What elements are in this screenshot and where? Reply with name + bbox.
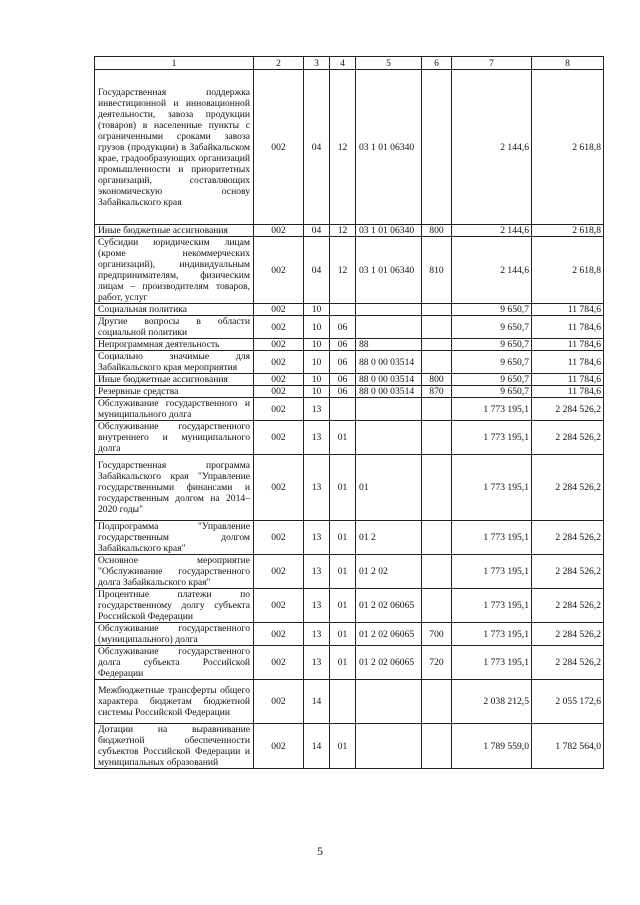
table-cell-col-8: 2 618,8 [532, 237, 604, 304]
table-row [95, 225, 604, 237]
table-row [95, 623, 604, 646]
table-cell-col-1: Обслуживание государственного внутреннего и муниципального долга [95, 421, 254, 455]
table-cell-col-4: 12 [330, 70, 356, 225]
table-cell-col-2: 002 [254, 421, 304, 455]
table-cell-col-4: 01 [330, 646, 356, 680]
table-cell-col-7: 9 650,7 [452, 351, 532, 374]
table-cell-col-6 [422, 589, 452, 623]
table-cell-col-8: 11 784,6 [532, 374, 604, 386]
table-cell-col-5 [356, 398, 422, 421]
header-col-2: 2 [254, 57, 304, 70]
table-cell-col-6 [422, 398, 452, 421]
table-row [95, 386, 604, 398]
table-cell-col-5 [356, 421, 422, 455]
table-cell-col-8: 2 284 526,2 [532, 646, 604, 680]
header-col-1: 1 [95, 57, 254, 70]
table-cell-col-2: 002 [254, 237, 304, 304]
table-cell-col-4: 01 [330, 421, 356, 455]
table-cell-col-8: 2 055 172,6 [532, 680, 604, 724]
table-cell-col-2: 002 [254, 623, 304, 646]
page-number: 5 [317, 844, 323, 858]
table-cell-col-6 [422, 555, 452, 589]
table-cell-col-1: Социальная политика [95, 304, 254, 316]
table-cell-col-5 [356, 680, 422, 724]
table-cell-col-6 [422, 304, 452, 316]
table-cell-col-5: 03 1 01 06340 [356, 225, 422, 237]
table-cell-col-6 [422, 70, 452, 225]
table-cell-col-4: 12 [330, 237, 356, 304]
table-cell-col-7: 2 144,6 [452, 70, 532, 225]
table-cell-col-2: 002 [254, 646, 304, 680]
table-cell-col-3: 13 [304, 589, 330, 623]
table-cell-col-5: 01 2 02 06065 [356, 623, 422, 646]
table-row [95, 374, 604, 386]
header-col-8: 8 [532, 57, 604, 70]
table-row [95, 339, 604, 351]
table-cell-col-3: 13 [304, 646, 330, 680]
table-cell-col-5 [356, 304, 422, 316]
table-cell-col-6 [422, 316, 452, 339]
table-cell-col-2: 002 [254, 304, 304, 316]
table-cell-col-4 [330, 398, 356, 421]
table-cell-col-3: 13 [304, 421, 330, 455]
table-cell-col-8: 2 284 526,2 [532, 521, 604, 555]
header-col-4: 4 [330, 57, 356, 70]
table-row [95, 680, 604, 724]
header-col-5: 5 [356, 57, 422, 70]
header-col-7: 7 [452, 57, 532, 70]
table-cell-col-3: 10 [304, 339, 330, 351]
table-cell-col-3: 14 [304, 680, 330, 724]
table-cell-col-1: Обслуживание государственного долга субъекта Российской Федерации [95, 646, 254, 680]
table-cell-col-8: 2 284 526,2 [532, 455, 604, 521]
table-cell-col-2: 002 [254, 339, 304, 351]
table-row [95, 398, 604, 421]
table-cell-col-1: Подпрограмма "Управление государственным долгом Забайкальского края" [95, 521, 254, 555]
table-cell-col-1: Обслуживание государственного и муниципального долга [95, 398, 254, 421]
table-cell-col-2: 002 [254, 398, 304, 421]
table-cell-col-4: 06 [330, 386, 356, 398]
table-cell-col-1: Основное мероприятие "Обслуживание государственного долга Забайкальского края" [95, 555, 254, 589]
table-row [95, 589, 604, 623]
table-cell-col-3: 13 [304, 623, 330, 646]
table-cell-col-4: 01 [330, 555, 356, 589]
table-cell-col-1: Резервные средства [95, 386, 254, 398]
table-cell-col-4: 06 [330, 374, 356, 386]
table-cell-col-6 [422, 680, 452, 724]
table-cell-col-6: 870 [422, 386, 452, 398]
table-cell-col-2: 002 [254, 589, 304, 623]
table-cell-col-4 [330, 680, 356, 724]
table-row [95, 70, 604, 225]
table-cell-col-2: 002 [254, 225, 304, 237]
table-cell-col-2: 002 [254, 680, 304, 724]
table-cell-col-4 [330, 304, 356, 316]
table-cell-col-4: 01 [330, 589, 356, 623]
table-cell-col-3: 13 [304, 521, 330, 555]
table-cell-col-7: 1 773 195,1 [452, 623, 532, 646]
table-cell-col-7: 1 773 195,1 [452, 455, 532, 521]
table-cell-col-5: 88 [356, 339, 422, 351]
table-cell-col-4: 01 [330, 521, 356, 555]
table-cell-col-5 [356, 316, 422, 339]
table-cell-col-7: 1 773 195,1 [452, 398, 532, 421]
table-row [95, 304, 604, 316]
table-cell-col-8: 11 784,6 [532, 316, 604, 339]
table-cell-col-3: 10 [304, 351, 330, 374]
table-cell-col-2: 002 [254, 555, 304, 589]
table-cell-col-2: 002 [254, 374, 304, 386]
table-cell-col-7: 1 789 559,0 [452, 724, 532, 769]
table-body [95, 70, 604, 769]
table-row [95, 237, 604, 304]
table-cell-col-3: 10 [304, 316, 330, 339]
table-cell-col-7: 1 773 195,1 [452, 646, 532, 680]
table-cell-col-4: 12 [330, 225, 356, 237]
table-row [95, 724, 604, 769]
table-cell-col-1: Процентные платежи по государственному долгу субъекта Российской Федерации [95, 589, 254, 623]
table-cell-col-7: 1 773 195,1 [452, 521, 532, 555]
table-cell-col-1: Иные бюджетные ассигнования [95, 374, 254, 386]
table-cell-col-6: 720 [422, 646, 452, 680]
table-cell-col-3: 13 [304, 455, 330, 521]
table-cell-col-8: 2 618,8 [532, 70, 604, 225]
table-cell-col-3: 10 [304, 304, 330, 316]
table-cell-col-5: 01 2 02 06065 [356, 589, 422, 623]
table-cell-col-6 [422, 351, 452, 374]
header-col-6: 6 [422, 57, 452, 70]
table-cell-col-3: 13 [304, 398, 330, 421]
table-cell-col-3: 13 [304, 555, 330, 589]
table-cell-col-4: 01 [330, 724, 356, 769]
table-cell-col-8: 11 784,6 [532, 339, 604, 351]
table-row [95, 555, 604, 589]
header-col-3: 3 [304, 57, 330, 70]
table-cell-col-6 [422, 521, 452, 555]
table-cell-col-4: 01 [330, 455, 356, 521]
table-cell-col-3: 04 [304, 70, 330, 225]
table-cell-col-1: Дотации на выравнивание бюджетной обеспеченности субъектов Российской Федерации и муниципальных образований [95, 724, 254, 769]
table-row [95, 455, 604, 521]
table-cell-col-5: 01 [356, 455, 422, 521]
table-cell-col-6: 800 [422, 374, 452, 386]
table-cell-col-2: 002 [254, 351, 304, 374]
budget-table [94, 56, 604, 769]
table-cell-col-7: 2 144,6 [452, 237, 532, 304]
table-cell-col-3: 14 [304, 724, 330, 769]
table-cell-col-6 [422, 339, 452, 351]
table-cell-col-1: Обслуживание государственного (муниципального) долга [95, 623, 254, 646]
table-cell-col-6: 800 [422, 225, 452, 237]
table-cell-col-8: 2 284 526,2 [532, 555, 604, 589]
table-cell-col-5: 03 1 01 06340 [356, 70, 422, 225]
table-cell-col-2: 002 [254, 521, 304, 555]
table-cell-col-8: 1 782 564,0 [532, 724, 604, 769]
table-cell-col-1: Другие вопросы в области социальной политики [95, 316, 254, 339]
table-cell-col-8: 2 284 526,2 [532, 623, 604, 646]
table-cell-col-6: 810 [422, 237, 452, 304]
table-cell-col-5: 88 0 00 03514 [356, 351, 422, 374]
table-cell-col-7: 1 773 195,1 [452, 421, 532, 455]
table-cell-col-8: 11 784,6 [532, 386, 604, 398]
table-cell-col-2: 002 [254, 455, 304, 521]
table-cell-col-7: 9 650,7 [452, 316, 532, 339]
table-cell-col-2: 002 [254, 724, 304, 769]
table-cell-col-7: 1 773 195,1 [452, 589, 532, 623]
table-cell-col-8: 11 784,6 [532, 304, 604, 316]
table-cell-col-6: 700 [422, 623, 452, 646]
table-cell-col-7: 9 650,7 [452, 374, 532, 386]
table-cell-col-7: 9 650,7 [452, 339, 532, 351]
table-cell-col-2: 002 [254, 386, 304, 398]
table-cell-col-5: 01 2 02 06065 [356, 646, 422, 680]
table-cell-col-7: 9 650,7 [452, 386, 532, 398]
table-cell-col-5: 88 0 00 03514 [356, 374, 422, 386]
table-cell-col-3: 04 [304, 237, 330, 304]
table-row [95, 646, 604, 680]
table-cell-col-4: 01 [330, 623, 356, 646]
table-cell-col-3: 10 [304, 374, 330, 386]
table-cell-col-2: 002 [254, 70, 304, 225]
table-cell-col-1: Социально значимые для Забайкальского края мероприятия [95, 351, 254, 374]
table-row [95, 351, 604, 374]
table-cell-col-7: 1 773 195,1 [452, 555, 532, 589]
table-cell-col-7: 2 038 212,5 [452, 680, 532, 724]
table-cell-col-8: 2 284 526,2 [532, 421, 604, 455]
table-row [95, 421, 604, 455]
table-cell-col-1: Межбюджетные трансферты общего характера бюджетам бюджетной системы Российской Федерации [95, 680, 254, 724]
table-cell-col-3: 04 [304, 225, 330, 237]
table-cell-col-4: 06 [330, 339, 356, 351]
table-cell-col-1: Субсидии юридическим лицам (кроме некоммерческих организаций), индивидуальным предпринимателям, физическим лицам – производителям товаров, работ, услуг [95, 237, 254, 304]
table-cell-col-5: 01 2 02 [356, 555, 422, 589]
table-cell-col-1: Иные бюджетные ассигнования [95, 225, 254, 237]
table-cell-col-8: 2 618,8 [532, 225, 604, 237]
table-cell-col-6 [422, 455, 452, 521]
table-cell-col-1: Государственная поддержка инвестиционной и инновационной деятельности, завоза продукции (товаров) в населенные пункты с ограниченными сроками завоза грузов (продукции) в Забайкальском крае, градообразующих организаций промышленности и приоритетных организаций, составляющих экономическую основу Забайкальского края [95, 70, 254, 225]
table-row [95, 316, 604, 339]
header-row [95, 57, 604, 70]
table-cell-col-3: 10 [304, 386, 330, 398]
table-cell-col-2: 002 [254, 316, 304, 339]
table-row [95, 521, 604, 555]
table-cell-col-4: 06 [330, 316, 356, 339]
table-cell-col-8: 2 284 526,2 [532, 589, 604, 623]
table-cell-col-4: 06 [330, 351, 356, 374]
table-cell-col-5 [356, 724, 422, 769]
table-cell-col-6 [422, 421, 452, 455]
table-cell-col-7: 9 650,7 [452, 304, 532, 316]
table-cell-col-5: 03 1 01 06340 [356, 237, 422, 304]
table-cell-col-8: 2 284 526,2 [532, 398, 604, 421]
table-cell-col-1: Государственная программа Забайкальского края "Управление государственными финансами и государственным долгом на 2014–2020 годы" [95, 455, 254, 521]
table-cell-col-6 [422, 724, 452, 769]
table-cell-col-1: Непрограммная деятельность [95, 339, 254, 351]
table-cell-col-8: 11 784,6 [532, 351, 604, 374]
table-cell-col-7: 2 144,6 [452, 225, 532, 237]
table-cell-col-5: 01 2 [356, 521, 422, 555]
table-cell-col-5: 88 0 00 03514 [356, 386, 422, 398]
